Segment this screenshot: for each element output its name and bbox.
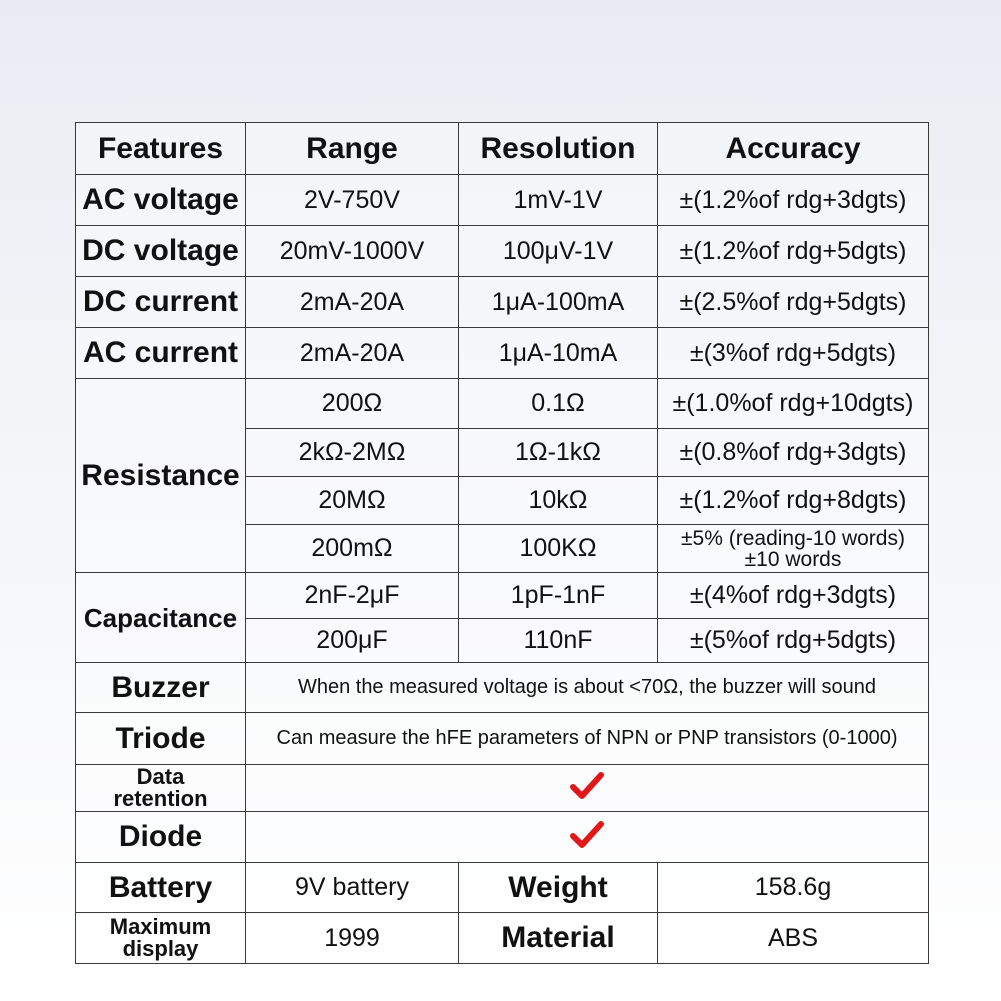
table-row	[76, 913, 929, 964]
range-cell: 2mA-20A	[246, 328, 459, 379]
feature-diode: Diode	[76, 812, 246, 863]
resolution-cell: 1Ω-1kΩ	[459, 429, 658, 477]
table-row	[76, 379, 929, 429]
header-features: Features	[76, 123, 246, 175]
resolution-cell: 100μV-1V	[459, 226, 658, 277]
accuracy-cell: ±(5%of rdg+5dgts)	[658, 619, 929, 663]
table-row	[76, 328, 929, 379]
feature-max-display	[76, 913, 246, 964]
feature-ac-voltage: AC voltage	[76, 175, 246, 226]
material-label: Material	[459, 913, 658, 964]
table-row	[76, 812, 929, 863]
range-cell: 2kΩ-2MΩ	[246, 429, 459, 477]
resolution-cell: 100KΩ	[459, 525, 658, 573]
accuracy-line: ±10 words	[744, 547, 842, 571]
max-display-value: 1999	[246, 913, 459, 964]
feature-line: display	[122, 936, 199, 961]
range-cell: 20mV-1000V	[246, 226, 459, 277]
resolution-cell: 110nF	[459, 619, 658, 663]
feature-ac-current: AC current	[76, 328, 246, 379]
triode-description: Can measure the hFE parameters of NPN or PNP transistors (0-1000)	[246, 713, 929, 765]
spec-table	[75, 122, 929, 964]
feature-resistance: Resistance	[76, 379, 246, 573]
table-row	[76, 713, 929, 765]
table-row	[76, 175, 929, 226]
check-icon	[570, 820, 604, 850]
feature-dc-voltage: DC voltage	[76, 226, 246, 277]
accuracy-cell: ±(2.5%of rdg+5dgts)	[658, 277, 929, 328]
check-icon	[570, 771, 604, 801]
header-range: Range	[246, 123, 459, 175]
header-accuracy: Accuracy	[658, 123, 929, 175]
feature-triode: Triode	[76, 713, 246, 765]
resolution-cell: 1pF-1nF	[459, 573, 658, 619]
resolution-cell: 0.1Ω	[459, 379, 658, 429]
accuracy-cell: ±(3%of rdg+5dgts)	[658, 328, 929, 379]
range-cell: 2V-750V	[246, 175, 459, 226]
range-cell: 200mΩ	[246, 525, 459, 573]
table-row	[76, 277, 929, 328]
feature-battery: Battery	[76, 863, 246, 913]
range-cell: 2mA-20A	[246, 277, 459, 328]
resolution-cell: 10kΩ	[459, 477, 658, 525]
material-value: ABS	[658, 913, 929, 964]
accuracy-cell: ±(4%of rdg+3dgts)	[658, 573, 929, 619]
weight-value: 158.6g	[658, 863, 929, 913]
feature-data-retention	[76, 765, 246, 812]
feature-buzzer: Buzzer	[76, 663, 246, 713]
diode-supported	[246, 812, 929, 863]
range-cell: 200Ω	[246, 379, 459, 429]
battery-value: 9V battery	[246, 863, 459, 913]
feature-dc-current: DC current	[76, 277, 246, 328]
accuracy-cell: ±(1.2%of rdg+5dgts)	[658, 226, 929, 277]
accuracy-cell	[658, 525, 929, 573]
table-row	[76, 663, 929, 713]
range-cell: 200μF	[246, 619, 459, 663]
data-retention-supported	[246, 765, 929, 812]
table-row	[76, 765, 929, 812]
header-resolution: Resolution	[459, 123, 658, 175]
feature-capacitance: Capacitance	[76, 573, 246, 663]
feature-line: retention	[113, 786, 208, 811]
resolution-cell: 1μA-100mA	[459, 277, 658, 328]
feature-line: Maximum	[109, 914, 212, 939]
header-row	[76, 123, 929, 175]
accuracy-line: ±5% (reading-10 words)	[681, 526, 905, 550]
range-cell: 2nF-2μF	[246, 573, 459, 619]
resolution-cell: 1μA-10mA	[459, 328, 658, 379]
range-cell: 20MΩ	[246, 477, 459, 525]
accuracy-cell: ±(1.2%of rdg+8dgts)	[658, 477, 929, 525]
weight-label: Weight	[459, 863, 658, 913]
accuracy-cell: ±(0.8%of rdg+3dgts)	[658, 429, 929, 477]
table-row	[76, 573, 929, 619]
buzzer-description: When the measured voltage is about <70Ω, the buzzer will sound	[246, 663, 929, 713]
table-row	[76, 226, 929, 277]
table-row	[76, 863, 929, 913]
accuracy-cell: ±(1.0%of rdg+10dgts)	[658, 379, 929, 429]
accuracy-cell: ±(1.2%of rdg+3dgts)	[658, 175, 929, 226]
feature-line: Data	[136, 764, 185, 789]
resolution-cell: 1mV-1V	[459, 175, 658, 226]
